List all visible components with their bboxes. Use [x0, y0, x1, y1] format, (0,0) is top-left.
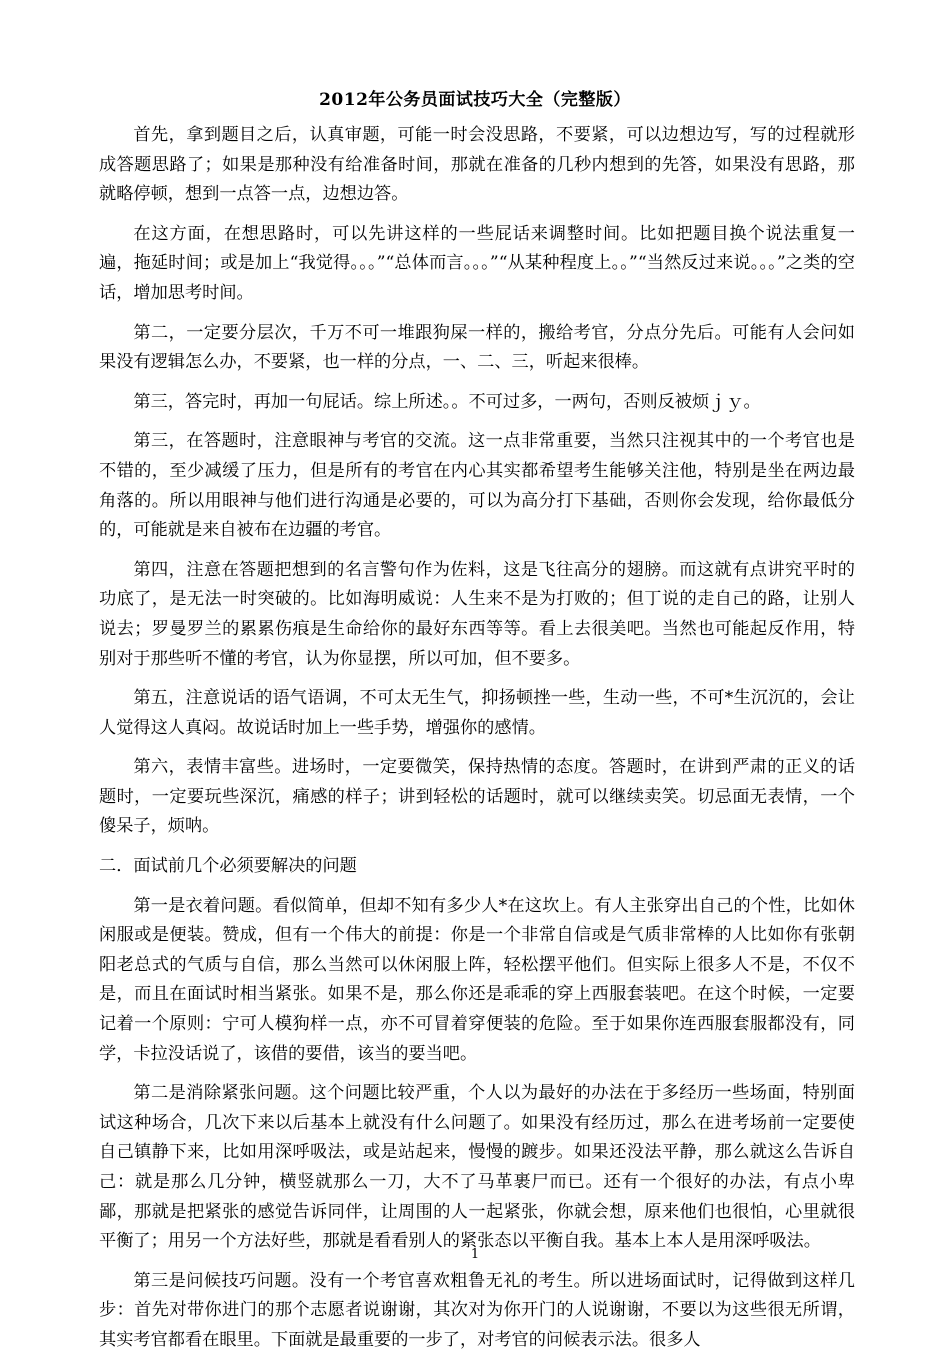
paragraph: 第一是衣着问题。看似简单，但却不知有多少人*在这坎上。有人主张穿出自己的个性，比如休闲服或是便装。赞成，但有一个伟大的前提：你是一个非常自信或是气质非常棒的人比如你有张朝阳老总式的气质与自信，那么当然可以休闲服上阵，轻松摆平他们。但实际上很多人不是，不仅不是，而且在面试时相当紧张。如果不是，那么你还是乖乖的穿上西服套装吧。在这个时候，一定要记着一个原则：宁可人模狗样一点，亦不可冒着穿便装的危险。至于如果你连西服套服都没有，同学，卡拉没话说了，该借的要借，该当的要当吧。	[99, 895, 855, 1064]
page-number: 1	[470, 1247, 480, 1262]
paragraph: 第六，表情丰富些。进场时，一定要微笑，保持热情的态度。答题时，在讲到严肃的正义的话题时，一定要玩些深沉，痛感的样子；讲到轻松的话题时，就可以继续卖笑。切忌面无表情，一个傻呆子，烦呐。	[99, 757, 855, 837]
paragraph: 第四，注意在答题把想到的名言警句作为佐料，这是飞往高分的翅膀。而这就有点讲究平时的功底了，是无法一时突破的。比如海明威说：人生来不是为打败的；但丁说的走自己的路，让别人说去；罗曼罗兰的累累伤痕是生命给你的最好东西等等。看上去很美吧。当然也可能起反作用，特别对于那些听不懂的考官，认为你显摆，所以可加，但不要多。	[99, 559, 855, 669]
paragraph: 第二是消除紧张问题。这个问题比较严重，个人以为最好的办法在于多经历一些场面，特别面试这种场合，几次下来以后基本上就没有什么问题了。如果没有经历过，那么在进考场前一定要使自己镇静下来，比如用深呼吸法，或是站起来，慢慢的踱步。如果还没法平静，那么就这么告诉自己：就是那么几分钟，横竖就那么一刀，大不了马革裹尸而已。还有一个很好的办法，有点小卑鄙，那就是把紧张的感觉告诉同伴，让周围的人一起紧张，你就会想，原来他们也很怕，心里就很平衡了；用另一个方法好些，那就是看看别人的紧张态以平衡自我。基本上本人是用深呼吸法。	[99, 1083, 855, 1252]
paragraph: 第二，一定要分层次，千万不可一堆跟狗屎一样的，搬给考官，分点分先后。可能有人会问如果没有逻辑怎么办，不要紧，也一样的分点，一、二、三，听起来很棒。	[99, 322, 855, 373]
document-title: 2012年公务员面试技巧大全（完整版）	[319, 90, 631, 110]
paragraph: 在这方面，在想思路时，可以先讲这样的一些屁话来调整时间。比如把题目换个说法重复一遍，拖延时间；或是加上“我觉得。。。”“总体而言。。。”“从某种程度上。。”“当然反过来说。。。”之类的空话，增加思考时间。	[99, 223, 855, 303]
document-body	[99, 121, 855, 1366]
section-heading: 二．面试前几个必须要解决的问题	[99, 856, 357, 877]
paragraph: 第三，在答题时，注意眼神与考官的交流。这一点非常重要，当然只注视其中的一个考官也是不错的，至少减缓了压力，但是所有的考官在内心其实都希望考生能够关注他，特别是坐在两边最角落的。所以用眼神与他们进行沟通是必要的，可以为高分打下基础，否则你会发现，给你最低分的，可能就是来自被布在边疆的考官。	[99, 431, 855, 541]
paragraph: 第三，答完时，再加一句屁话。综上所述。。不可过多，一两句，否则反被烦ｊｙ。	[133, 391, 761, 412]
paragraph: 第五，注意说话的语气语调，不可太无生气，抑扬顿挫一些，生动一些，不可*生沉沉的，会让人觉得这人真闷。故说话时加上一些手势，增强你的感情。	[99, 688, 855, 738]
paragraph: 第三是问候技巧问题。没有一个考官喜欢粗鲁无礼的考生。所以进场面试时，记得做到这样几步：首先对带你进门的那个志愿者说谢谢，其次对为你开门的人说谢谢，不要以为这些很无所谓，其实考官都看在眼里。下面就是最重要的一步了，对考官的问候表示法。很多人	[99, 1270, 855, 1350]
paragraph: 首先，拿到题目之后，认真审题，可能一时会没思路，不要紧，可以边想边写，写的过程就形成答题思路了；如果是那种没有给准备时间，那就在准备的几秒内想到的先答，如果没有思路，那就略停顿，想到一点答一点，边想边答。	[99, 125, 855, 205]
